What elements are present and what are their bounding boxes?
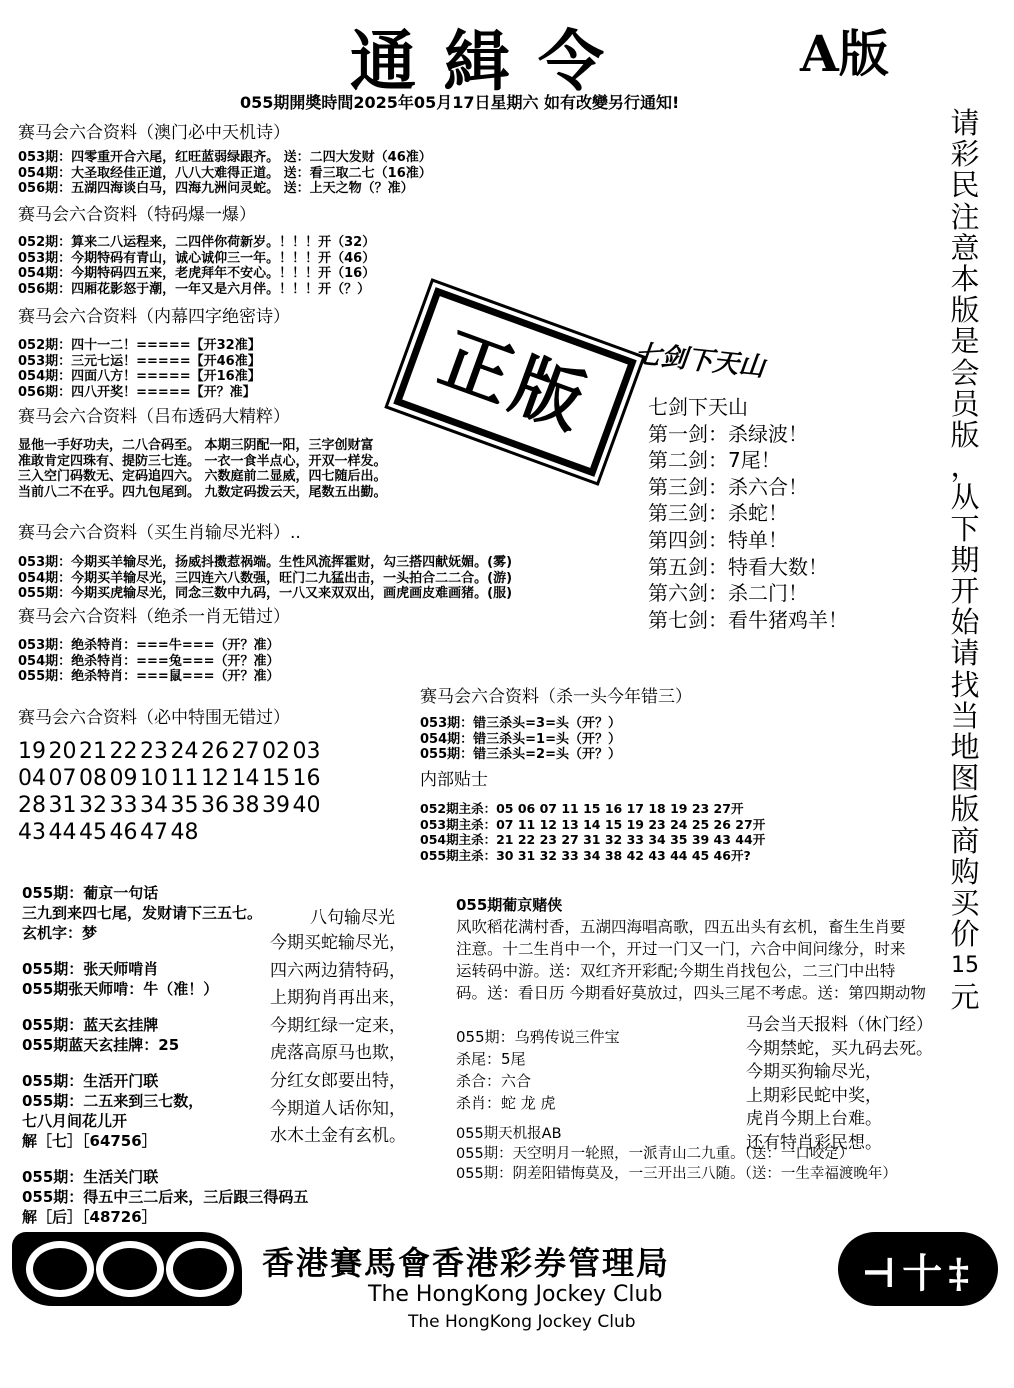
line: 当前八二不在乎。四九包尾到。 九数定码拨云天，尾数五出勤。 <box>18 484 387 500</box>
seven-swords-title: 七剑下天山 <box>633 339 766 383</box>
section-title-7: 赛马会六合资料（必中特围无错过） <box>18 708 290 728</box>
number-cell: 22 <box>109 739 138 764</box>
line: 今期禁蛇，买九码去死。 <box>746 1038 933 1059</box>
section-title-5: 赛马会六合资料（买生肖输尽光料）.. <box>18 523 301 543</box>
number-cell: 36 <box>201 793 229 818</box>
line: 分红女郎要出特， <box>270 1070 406 1091</box>
line: 准敢肯定四珠有、提防三七连。 一衣一食半点心，开双一样发。 <box>18 453 387 469</box>
sword-line: 第一剑：杀绿波！ <box>648 421 808 446</box>
line: 055期：今期买虎输尽光，同念三数中九码，一八又来双双出，画虎画皮难画猪。(服) <box>18 586 513 601</box>
line: 053期：今期买羊输尽光，扬威抖擞惹祸端。生性风流挥霍财，勾三搭四献妩媚。(雾) <box>18 555 513 570</box>
number-cell: 24 <box>170 739 199 764</box>
right-seal-icon: ⊣十‡ <box>838 1232 998 1306</box>
page-title: 通緝令 <box>350 22 632 100</box>
line: 055期：生活开门联 <box>22 1072 159 1090</box>
line: 054期：今期买羊输尽光，三四连六八数强，旺门二九猛出击，一头拍合二二合。(游) <box>18 570 513 586</box>
line: 053期主杀：07 11 12 13 14 15 19 23 24 25 26 27开 <box>420 816 766 832</box>
line: 解［后］［48726］ <box>22 1208 157 1226</box>
line: 053期：错三杀头=3=头（开？） <box>420 716 621 731</box>
line: 054期：绝杀特肖：===兔===（开？准） <box>18 653 280 669</box>
vertical-char: 开 <box>950 574 980 609</box>
line: 虎肖今期上台难。 <box>746 1109 882 1129</box>
number-row <box>18 792 323 819</box>
line: 054期主杀：21 22 23 27 31 32 33 34 35 39 43 44开 <box>420 832 766 847</box>
line: 上期狗肖再出来， <box>270 988 406 1009</box>
number-cell: 10 <box>140 766 168 791</box>
line: 055期：绝杀特肖：===鼠===（开？准） <box>18 669 280 684</box>
line: 四六两边猜特码， <box>270 960 406 981</box>
line: 053期：三元七运！=====【开46准】 <box>18 353 261 369</box>
number-cell: 32 <box>79 793 107 818</box>
number-cell: 48 <box>170 820 199 845</box>
number-cell: 02 <box>262 739 290 764</box>
line: 055期：乌鸦传说三件宝 <box>456 1028 620 1046</box>
vertical-char: 注 <box>950 199 980 234</box>
line: 054期：大圣取经佳正道，八八大难得正道。 送：看三取二七（16准） <box>18 165 432 181</box>
number-cell: 40 <box>292 793 321 818</box>
vertical-char: 地 <box>950 730 980 765</box>
number-cell: 38 <box>231 793 260 818</box>
vertical-char: 彩 <box>950 137 980 172</box>
vertical-char: 期 <box>950 542 980 577</box>
number-cell: 33 <box>109 793 138 818</box>
line: 今期道人话你知， <box>270 1098 406 1119</box>
vertical-char: 图 <box>950 761 980 796</box>
line: 056期：四厢花影怒于潮，一年又是六月伴。！！！开（？） <box>18 281 371 297</box>
vertical-char: 从 <box>950 480 980 515</box>
number-cell: 15 <box>262 766 290 791</box>
line: 055期：天空明月一轮照，一派青山二九重。（送：一口咬定） <box>456 1146 854 1162</box>
line: 055期：蓝天玄挂牌 <box>22 1016 159 1034</box>
genuine-stamp: 正版 <box>393 287 637 477</box>
section-title-2: 赛马会六合资料（特码爆一爆） <box>18 205 256 225</box>
number-cell: 09 <box>109 766 138 791</box>
number-cell: 28 <box>18 793 46 818</box>
vertical-char: 版 <box>950 293 980 328</box>
line: 055期：生活关门联 <box>22 1168 159 1186</box>
vertical-char: 价 <box>950 917 980 952</box>
poem-lines <box>270 930 406 1151</box>
line: 杀肖：蛇 龙 虎 <box>456 1094 556 1112</box>
vertical-char: 民 <box>950 168 980 203</box>
number-cell: 23 <box>140 739 168 764</box>
line: 三入空门码数无、定码追四六。 六数庭前二显威，四七随后出。 <box>18 469 387 484</box>
line: 054期：错三杀头=1=头（开？） <box>420 731 621 747</box>
vertical-char: 请 <box>950 636 980 671</box>
number-cell: 11 <box>170 766 199 791</box>
line: 运转码中游。送：双红齐开彩配;今期生肖找包公，二三门中出特 <box>456 962 896 980</box>
number-cell: 07 <box>48 766 77 791</box>
seven-swords-list <box>648 394 848 633</box>
line: 杀尾：5尾 <box>456 1050 526 1068</box>
eight-lines-tag: 八句输尽光 <box>310 908 395 928</box>
line: 今期买狗输尽光， <box>746 1062 882 1082</box>
section-title-1: 赛马会六合资料（澳门必中天机诗） <box>18 123 290 143</box>
number-row <box>18 819 323 846</box>
number-cell: 44 <box>48 820 77 845</box>
footer-english-name: The HongKong Jockey Club <box>368 1282 663 1307</box>
line: 虎落高原马也欺， <box>270 1043 406 1064</box>
sword-line: 第三剑：杀六合！ <box>648 474 808 499</box>
number-cell: 16 <box>292 766 321 791</box>
number-cell: 14 <box>231 766 260 791</box>
line: 还有特肖彩民想。 <box>746 1132 882 1153</box>
edition-label: A版 <box>800 24 889 83</box>
line: 054期：四面八方！=====【开16准】 <box>18 369 261 384</box>
vertical-char: 买 <box>950 886 980 921</box>
line: 上期彩民蛇中奖， <box>746 1085 882 1106</box>
line: 056期：四八开奖！=====【开？准】 <box>18 384 256 400</box>
number-cell: 03 <box>292 739 321 764</box>
vertical-notice <box>948 108 982 1013</box>
line: 今期红绿一定来， <box>270 1015 406 1036</box>
number-cell: 47 <box>140 820 168 845</box>
vertical-char: 始 <box>950 605 980 640</box>
line: 三九到来四七尾，发财请下三五七。 <box>22 904 263 922</box>
line: 码。送：看日历 今期看好莫放过，四头三尾不考虑。送：第四期动物 <box>456 984 926 1002</box>
section-title-3: 赛马会六合资料（内幕四字绝密诗） <box>18 307 290 327</box>
line: 七八月间花儿开 <box>22 1112 128 1130</box>
number-cell: 46 <box>109 820 138 845</box>
line: 056期：五湖四海谈白马，四海九洲问灵蛇。 送：上天之物（？准） <box>18 181 414 196</box>
number-row <box>18 738 323 765</box>
section-6-lines <box>18 638 280 685</box>
sword-line: 七剑下天山 <box>648 395 748 419</box>
line: 053期：今期特码有青山，诚心诚仰三一年。！！！开（46） <box>18 250 376 266</box>
line: 055期：葡京一句话 <box>22 884 159 902</box>
sword-line: 第四剑：特单！ <box>648 527 788 552</box>
number-cell: 19 <box>18 739 46 764</box>
line: 杀合：六合 <box>456 1072 532 1090</box>
number-cell: 21 <box>79 739 107 764</box>
tianji-block <box>456 1124 897 1184</box>
gambler-title: 055期葡京赌侠 <box>456 896 563 914</box>
line: 解［七］［64756］ <box>22 1132 157 1150</box>
line: 055期主杀：30 31 32 33 34 38 42 43 44 45 46开? <box>420 847 751 863</box>
line: 053期：四零重开合六尾，红旺蓝弱绿跟齐。 送：二四大发财（46准） <box>18 150 432 165</box>
line: 052期：四十一二！=====【开32准】 <box>18 338 261 353</box>
line: 053期：绝杀特肖：===牛===（开？准） <box>18 638 280 653</box>
vertical-char: 意 <box>950 230 980 265</box>
line: 马会当天报料（休门经） <box>746 1015 933 1035</box>
number-cell: 26 <box>201 739 229 764</box>
sword-line: 第七剑：看牛猪鸡羊！ <box>648 607 848 632</box>
line: 052期主杀：05 06 07 11 15 16 17 18 19 23 27开 <box>420 801 744 816</box>
vertical-char: 会 <box>950 355 980 390</box>
section-5-lines <box>18 555 512 602</box>
section-title-8: 赛马会六合资料（杀一头今年错三） <box>420 687 692 707</box>
vertical-char: 找 <box>950 667 980 702</box>
number-cell: 31 <box>48 793 77 818</box>
number-cell: 43 <box>18 820 46 845</box>
number-grid <box>18 738 323 846</box>
vertical-char: 购 <box>950 854 980 889</box>
line: 水木土金有玄机。 <box>270 1126 406 1147</box>
sword-line: 第六剑：杀二门！ <box>648 581 808 606</box>
vertical-char: 当 <box>950 698 980 733</box>
number-cell: 04 <box>18 766 46 791</box>
number-cell: 12 <box>201 766 229 791</box>
line: 今期买蛇输尽光， <box>270 933 406 953</box>
number-cell: 27 <box>231 739 260 764</box>
main-kill-lines <box>420 801 765 863</box>
line: 055期：张天师啃肖 <box>22 960 159 978</box>
vertical-char: 版 <box>950 418 980 453</box>
number-cell: 08 <box>79 766 107 791</box>
vertical-char: 商 <box>950 823 980 858</box>
number-cell: 35 <box>170 793 199 818</box>
gambler-paragraph <box>456 916 926 1004</box>
vertical-char: 下 <box>950 511 980 546</box>
line: 055期：得五中三二后来，三后跟三得码五 <box>22 1188 309 1206</box>
line: 风吹稻花满村香，五湖四海唱高歌，四五出头有玄机，畜生生肖要 <box>456 918 906 936</box>
line: 055期：二五来到三七数， <box>22 1092 204 1110</box>
line: 玄机字：梦 <box>22 924 98 942</box>
number-cell: 20 <box>48 739 77 764</box>
sword-line: 第五剑：特看大数！ <box>648 554 828 579</box>
line: 055期张天师啃：牛（准！） <box>22 980 219 998</box>
section-3-lines <box>18 338 261 400</box>
vertical-char: 版 <box>950 792 980 827</box>
bottom-left-block <box>22 883 308 1227</box>
line: 052期：算来二八运程来，二四伴你荷新岁。！！！开（32） <box>18 235 376 250</box>
sword-line: 第二剑：7尾！ <box>648 448 781 473</box>
footer-english-name-small: The HongKong Jockey Club <box>408 1312 636 1332</box>
vertical-char: 元 <box>950 979 980 1014</box>
sword-line: 第三剑：杀蛇！ <box>648 501 788 526</box>
vertical-char: 是 <box>950 324 980 359</box>
line: 055期蓝天玄挂牌：25 <box>22 1036 180 1054</box>
vertical-char: 15 <box>951 953 979 979</box>
section-8-lines <box>420 716 621 763</box>
left-logo-icon <box>12 1232 242 1306</box>
section-2-lines <box>18 235 375 297</box>
section-title-6: 赛马会六合资料（绝杀一肖无错过） <box>18 607 290 627</box>
number-row <box>18 765 323 792</box>
vertical-char: 请 <box>950 106 980 140</box>
number-cell: 34 <box>140 793 168 818</box>
section-4-lines <box>18 438 387 500</box>
number-cell: 39 <box>262 793 290 818</box>
line: 055期天机报AB <box>456 1126 562 1142</box>
vertical-char: 本 <box>950 262 980 297</box>
vertical-char: 员 <box>950 386 980 421</box>
footer-org-name: 香港賽馬會香港彩券管理局 <box>262 1244 671 1282</box>
line: 注意。十二生肖中一个，开过一门又一门，六合中间问缘分，时来 <box>456 940 906 958</box>
section-1-lines <box>18 150 432 197</box>
insider-tips-title: 内部贴士 <box>420 770 488 790</box>
line: 055期：阴差阳错悔莫及，一三开出三八随。（送：一生幸福渡晚年） <box>456 1166 897 1182</box>
number-cell: 45 <box>79 820 107 845</box>
crow-block <box>456 1026 620 1114</box>
draw-notice: 055期開奬時間2025年05月17日星期六 如有改變另行通知! <box>240 93 680 112</box>
line: 显他一手好功夫，二八合码至。 本期三阴配一阳，三字创财富 <box>18 438 374 453</box>
line: 055期：错三杀头=2=头（开？） <box>420 747 621 762</box>
section-title-4: 赛马会六合资料（吕布透码大精粹） <box>18 407 290 427</box>
vertical-char: ， <box>950 449 980 484</box>
line: 054期：今期特码四五来，老虎拜年不安心。！！！开（16） <box>18 266 376 281</box>
